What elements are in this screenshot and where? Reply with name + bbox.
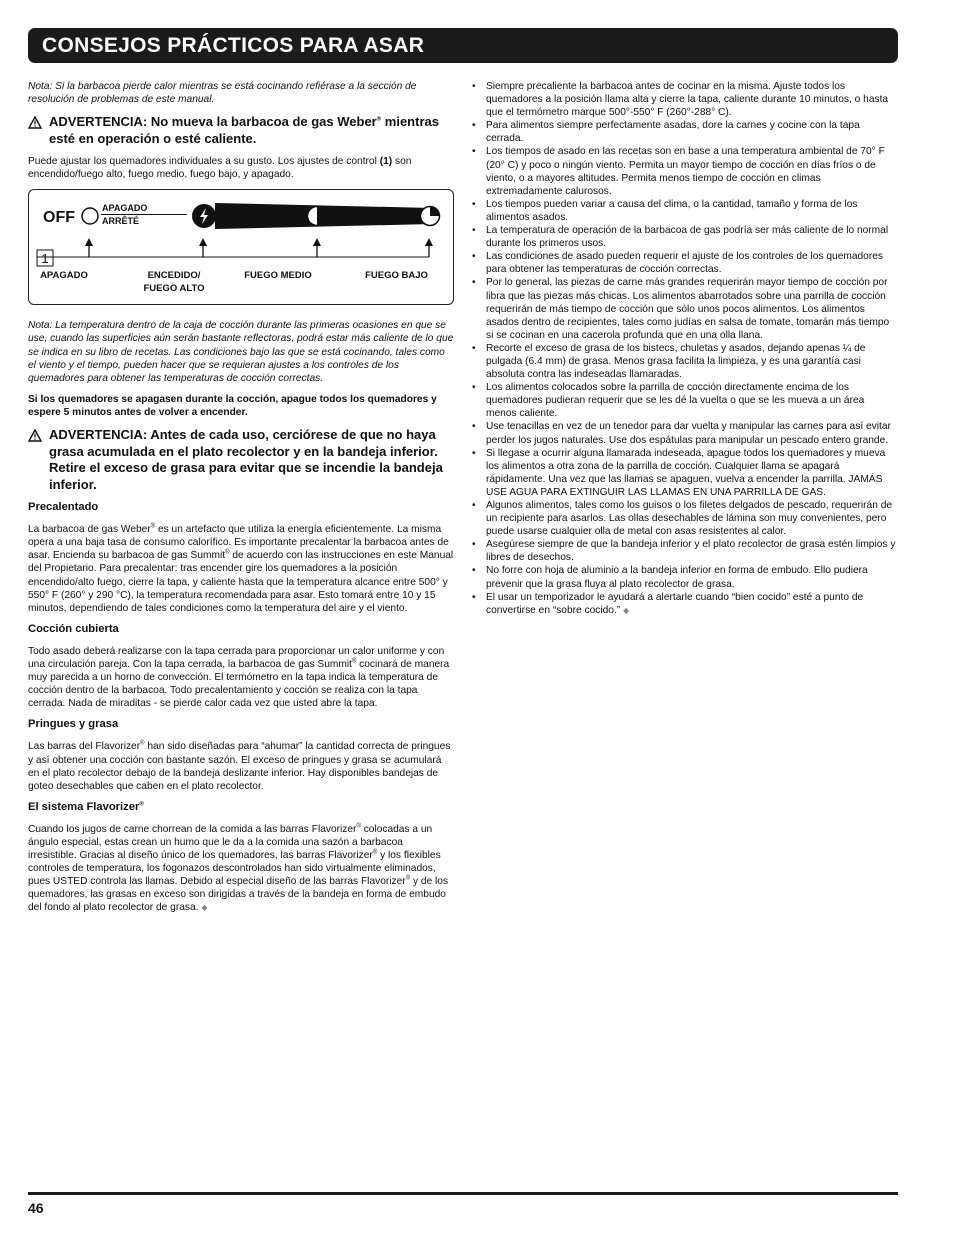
registered-mark: ®	[376, 116, 382, 123]
list-item: • Recorte el exceso de grasa de los bistecs, chuletas y asados, dejando apenas ¼ de pulgada (6.4 mm) de grasa. Menos grasa facilita la limpieza, y es una garantía casi absoluta contra las indeseadas llamaradas.	[472, 342, 866, 381]
list-item: • No forre con hoja de aluminio a la bandeja inferior en forma de embudo. Ello pudiera prevenir que la grasa fluya al plato recolector de grasa.	[472, 565, 868, 590]
callout-1-number: 1	[41, 251, 49, 267]
label-encendido: ENCEDIDO/ FUEGO ALTO	[143, 270, 205, 294]
heading-precalentado: Precalentado	[28, 501, 99, 514]
para-precalentado: La barbacoa de gas Weber® es un artefacto que utiliza la energía eficientemente. La misma opera a una baja tasa de consumo calorífico. Es importante precalentar la barbacoa antes de asar. Encienda su barbacoa de gas Summit® de acuerdo con las instrucciones en este Manual del Propietario. Para precalentar: tras encender gire los quemadores a la posición encendido/alto fuego, cierre la tapa, y caliente hasta que la temperatura alcance entre 500° y 550° F (260° y 290 °C), la temperatura recomendada para asar. Esto tomará entre 10 y 15 minutos, dependiendo de tales condiciones como la temperatura del aire y el viento.	[28, 523, 454, 614]
section-title-bar	[28, 28, 898, 63]
para-pringues: Las barras del Flavorizer® han sido diseñadas para “ahumar” la cantidad correcta de pringues y así obtener una cocción con bastante sazón. El exceso de pringues y grasa se acumulará en el plato recolector debajo de la bandeja deslizante inferior. Hay disponibles bandejas de goteo desechables que caben en el plato recolector.	[28, 741, 451, 792]
list-item: • Los tiempos de asado en las recetas son en base a una temperatura ambiental de 70° F (20° C) y poco o ningún viento. Permita un mayor tiempo de cocción en días fríos o de viento, o a mayores altitudes. Permita menos tiempo de cocción en climas extremadamente calurosos.	[472, 146, 885, 197]
list-item: • Asegúrese siempre de que la bandeja inferior y el plato recolector de grasa estén limpios y libres de desechos.	[472, 539, 896, 564]
control-knob-diagram	[28, 189, 454, 305]
list-item: • Para alimentos siempre perfectamente asadas, dore la carnes y cocine con la tapa cerrada.	[472, 120, 860, 145]
list-item: • Los alimentos colocados sobre la parrilla de cocción directamente encima de los quemadores pudieran requerir que se les dé la vuelta o que se les mueva a un área menos caliente.	[472, 382, 865, 420]
knob-settings-graphic	[29, 190, 453, 304]
warning-do-not-move	[28, 114, 454, 147]
list-item: • Use tenacillas en vez de un tenedor para dar vuelta y manipular las carnes para así evitar perder los jugos naturales. Use dos espátulas para manipular un pescado entero grande.	[472, 421, 891, 446]
end-diamond-icon: ◆	[623, 605, 630, 615]
warning-triangle-icon	[28, 429, 42, 442]
warning-text: ADVERTENCIA: Antes de cada uso, cerciórese de que no haya grasa acumulada en el plato recolector y en la bandeja inferior. Retire el exceso de grasa para evitar que se incendie la bandeja inferior.	[49, 427, 443, 492]
warning-triangle-icon	[28, 116, 42, 129]
callout-number: (1)	[379, 156, 393, 168]
note-heat-loss: Nota: Si la barbacoa pierde calor mientras se está cocinando refiérase a la sección de resolución de problemas de este manual.	[28, 81, 417, 106]
warning-grease	[28, 427, 454, 493]
left-column	[28, 80, 454, 923]
tips-list	[470, 80, 896, 617]
warning-text-b: mientras esté en operación o esté caliente.	[49, 114, 439, 146]
end-diamond-icon: ◆	[201, 903, 208, 913]
note-first-uses: Nota: La temperatura dentro de la caja de cocción durante las primeras ocasiones en que se use, cuando las superficies aún serán bastante reflectoras, podrá estar más caliente de lo que se indica en su libro de recetas. Las condiciones bajo las que se está cocinando, tales como el viento y el tiempo, pueden hacer que se requieran ajustes a los controles de los quemadores para obtener las temperaturas de cocción correctas.	[28, 320, 454, 384]
apagado-top-label: APAGADO	[102, 203, 148, 214]
page-number: 46	[28, 1200, 44, 1216]
page-title: CONSEJOS PRÁCTICOS PARA ASAR	[42, 34, 425, 57]
list-item: • Si llegase a ocurrir alguna llamarada indeseada, apague todos los quemadores y mueva los alimentos a otra zona de la parrilla de cocción. Cualquier llama se apagará rápidamente. Una vez que las llamas se apaguen, vuelva a encender la parrilla. JAMÁS USE AGUA PARA EXTINGUIR LAS LLAMAS EN UNA PARRILLA DE GAS.	[472, 447, 886, 498]
heading-pringues: Pringues y grasa	[28, 718, 119, 731]
para-sistema-flavorizer: Cuando los jugos de carne chorrean de la comida a las barras Flavorizer® colocadas a un ángulo especial, estas crean un humo que le da a la comida una sazón a barbacoa irresistible. Gracias al diseño único de los quemadores, las barras Flavorizer® y los flexibles controles de temperatura, los fogonazos descontrolados han sido virtualmente eliminados, pues USTED controla las llamas. Debido al especial diseño de las barras Flavorizer® y de los quemadores, las grasas en exceso son dirigidas a través de la bandeja en forma de embudo del fondo al plato recolector de grasa. ◆	[28, 823, 449, 914]
off-circle-icon	[82, 208, 98, 224]
para-coccion-cubierta: Todo asado deberá realizarse con la tapa cerrada para proporcionar un calor uniforme y con una circulación pareja. Con la tapa cerrada, la barbacoa de gas Summit® cocinará de manera muy parecida a un horno de convección. El termómetro en la tapa indica la temperatura de cocción dentro de la barbacoa. Todo precalentamiento y cocción se realiza con la tapa cerrada. Nada de miraditas - se pierde calor cada vez que usted abre la tapa.	[28, 645, 450, 710]
list-item: • Las condiciones de asado pueden requerir el ajuste de los controles de los quemadores para obtener las temperaturas de cocción correctas.	[472, 251, 884, 276]
heading-coccion-cubierta: Cocción cubierta	[28, 622, 119, 635]
off-label: OFF	[43, 209, 75, 227]
list-item: • Los tiempos pueden variar a causa del clima, o la cantidad, tamaño y forma de los alimentos asados.	[472, 198, 858, 223]
burner-out-instruction: Si los quemadores se apagasen durante la cocción, apague todos los quemadores y espere 5 minutos antes de volver a encender.	[28, 393, 437, 418]
list-item: • Por lo general, las piezas de carne más grandes requerirán mayor tiempo de cocción por libra que las piezas más chicas. Los alimentos abarrotados sobre una parrilla de cocción requerirán de más tiempo de cocción que sólo unos pocos alimentos. Los alimentos asados dentro de recipientes, tales como judías en salsa de tomate, tomarán más tiempo si se cocinan en una cacerola profunda que en una olla llana.	[472, 277, 890, 341]
warning-text-a: ADVERTENCIA: No mueva la barbacoa de gas Weber	[49, 114, 377, 130]
label-fuego-bajo: FUEGO BAJO	[365, 270, 428, 282]
label-fuego-medio: FUEGO MEDIO	[244, 270, 312, 282]
list-item: • La temperatura de operación de la barbacoa de gas podría ser más caliente de lo normal durante los primeros usos.	[472, 225, 889, 250]
para-burner-settings	[28, 155, 454, 181]
arrete-top-label: ARRÊTÉ	[102, 216, 140, 227]
heading-sistema-flavorizer: El sistema Flavorizer®	[28, 800, 144, 813]
para-text: son encendido/fuego alto, fuego medio, fuego bajo, y apagado.	[28, 156, 412, 181]
label-apagado: APAGADO	[40, 270, 88, 282]
list-item: • Algunos alimentos, tales como los guisos o los filetes delgados de pescado, requerirán de un recipiente para asarlos. Las ollas desechables de lámina son muy convenientes, pero puede usarse cualquier olla de metal con asas resistentes al calor.	[472, 500, 893, 538]
right-column	[470, 80, 896, 617]
para-text: Puede ajustar los quemadores individuales a su gusto. Los ajustes de control	[28, 156, 380, 168]
list-item: • Siempre precaliente la barbacoa antes de cocinar en la misma. Ajuste todos los quemadores a la posición llama alta y cierre la tapa, caliente durante 10 minutos, o hasta que el termómetro marque 500°-550° F (260°-288° C).	[472, 81, 889, 119]
position-arrows	[85, 238, 433, 257]
list-item: • El usar un temporizador le ayudará a alertarle cuando “bien cocido” esté a punto de convertirse en “sobre cocido.” ◆	[472, 591, 864, 616]
footer-rule	[28, 1192, 898, 1195]
